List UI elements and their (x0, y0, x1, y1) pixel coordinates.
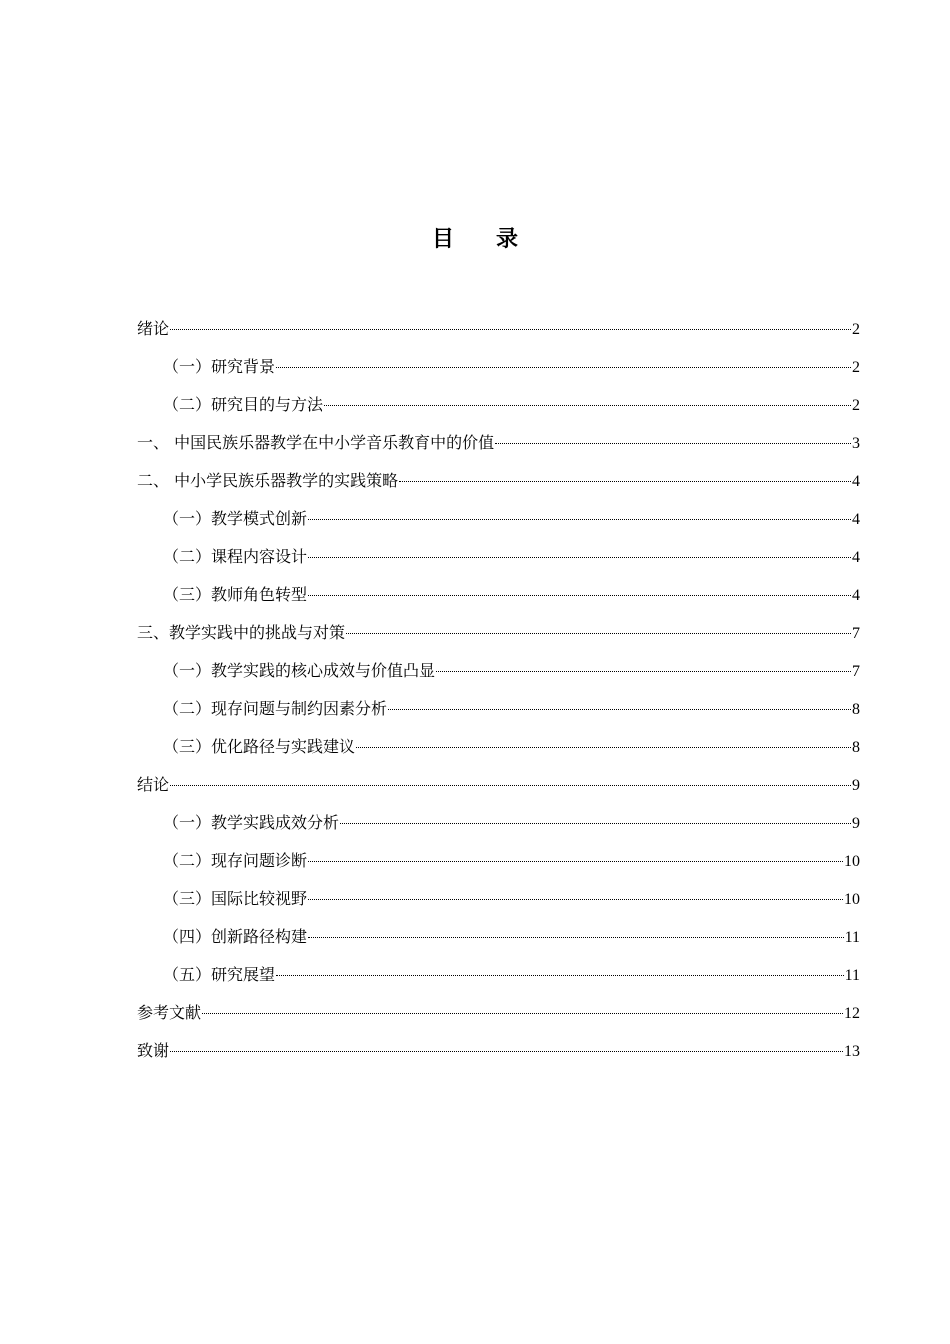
toc-dot-leader (308, 595, 851, 596)
toc-entry[interactable] (137, 690, 860, 728)
toc-entry[interactable] (137, 1032, 860, 1070)
toc-entry-page: 11 (844, 929, 860, 946)
toc-entry-page: 9 (852, 815, 860, 832)
toc-entry-page: 2 (852, 359, 860, 376)
toc-dot-leader (495, 443, 851, 444)
toc-entry-page: 7 (852, 625, 860, 642)
toc-entry-page: 7 (852, 663, 860, 680)
toc-dot-leader (308, 899, 843, 900)
toc-entry[interactable] (137, 652, 860, 690)
toc-dot-leader (308, 519, 851, 520)
toc-entry-label: （一）教学实践成效分析 (163, 813, 340, 832)
toc-entry-label: 一、 中国民族乐器教学在中小学音乐教育中的价值 (137, 433, 495, 452)
toc-entry[interactable] (137, 348, 860, 386)
toc-dot-leader (324, 405, 851, 406)
toc-entry-label: （四）创新路径构建 (163, 927, 308, 946)
toc-entry-label: （二）现存问题与制约因素分析 (163, 699, 388, 718)
toc-entry-label: 三、教学实践中的挑战与对策 (137, 623, 346, 642)
toc-entry[interactable] (137, 576, 860, 614)
toc-entry-label: （三）国际比较视野 (163, 889, 308, 908)
toc-entry-page: 8 (852, 739, 860, 756)
toc-dot-leader (170, 329, 851, 330)
toc-dot-leader (170, 1051, 843, 1052)
toc-entry[interactable] (137, 386, 860, 424)
toc-dot-leader (202, 1013, 843, 1014)
toc-entry-page: 9 (852, 777, 860, 794)
toc-entry-label: （二）课程内容设计 (163, 547, 308, 566)
toc-dot-leader (308, 937, 844, 938)
toc-entry-label: 二、 中小学民族乐器教学的实践策略 (137, 471, 399, 490)
toc-entry-page: 4 (852, 587, 860, 604)
toc-entry-label: （一）教学模式创新 (163, 509, 308, 528)
toc-entry[interactable] (137, 310, 860, 348)
toc-entry[interactable] (137, 500, 860, 538)
toc-dot-leader (170, 785, 851, 786)
toc-entry-label: （二）现存问题诊断 (163, 851, 308, 870)
toc-entry[interactable] (137, 728, 860, 766)
toc-title: 目录 (431, 227, 560, 252)
toc-entry[interactable] (137, 842, 860, 880)
toc-entry-page: 2 (852, 321, 860, 338)
toc-entry[interactable] (137, 994, 860, 1032)
toc-entry-page: 8 (852, 701, 860, 718)
toc-entry-label: （三）教师角色转型 (163, 585, 308, 604)
toc-entry-page: 11 (844, 967, 860, 984)
toc-entry-label: 致谢 (137, 1041, 170, 1060)
toc-entry-page: 4 (852, 511, 860, 528)
toc-list (137, 310, 860, 1070)
toc-entry-label: 绪论 (137, 319, 170, 338)
toc-entry[interactable] (137, 956, 860, 994)
toc-dot-leader (356, 747, 851, 748)
toc-entry[interactable] (137, 766, 860, 804)
toc-entry-label: （二）研究目的与方法 (163, 395, 324, 414)
toc-entry[interactable] (137, 918, 860, 956)
toc-dot-leader (276, 975, 844, 976)
toc-entry-label: （一）教学实践的核心成效与价值凸显 (163, 661, 436, 680)
toc-dot-leader (308, 557, 851, 558)
toc-dot-leader (436, 671, 851, 672)
toc-entry[interactable] (137, 538, 860, 576)
toc-entry-label: 结论 (137, 775, 170, 794)
toc-dot-leader (399, 481, 851, 482)
toc-entry-page: 3 (852, 435, 860, 452)
toc-entry-page: 4 (852, 549, 860, 566)
toc-entry[interactable] (137, 880, 860, 918)
toc-entry-label: （五）研究展望 (163, 965, 276, 984)
toc-entry[interactable] (137, 804, 860, 842)
toc-entry-page: 4 (852, 473, 860, 490)
toc-entry-label: （三）优化路径与实践建议 (163, 737, 356, 756)
toc-entry-page: 2 (852, 397, 860, 414)
toc-dot-leader (388, 709, 851, 710)
toc-dot-leader (346, 633, 851, 634)
toc-entry-label: （一）研究背景 (163, 357, 276, 376)
toc-entry[interactable] (137, 614, 860, 652)
toc-entry[interactable] (137, 424, 860, 462)
toc-dot-leader (308, 861, 843, 862)
toc-entry-page: 10 (844, 891, 860, 908)
toc-entry-page: 12 (844, 1005, 860, 1022)
toc-entry-page: 13 (844, 1043, 860, 1060)
toc-entry[interactable] (137, 462, 860, 500)
toc-dot-leader (276, 367, 851, 368)
toc-dot-leader (340, 823, 851, 824)
toc-entry-label: 参考文献 (137, 1003, 202, 1022)
toc-entry-page: 10 (844, 853, 860, 870)
